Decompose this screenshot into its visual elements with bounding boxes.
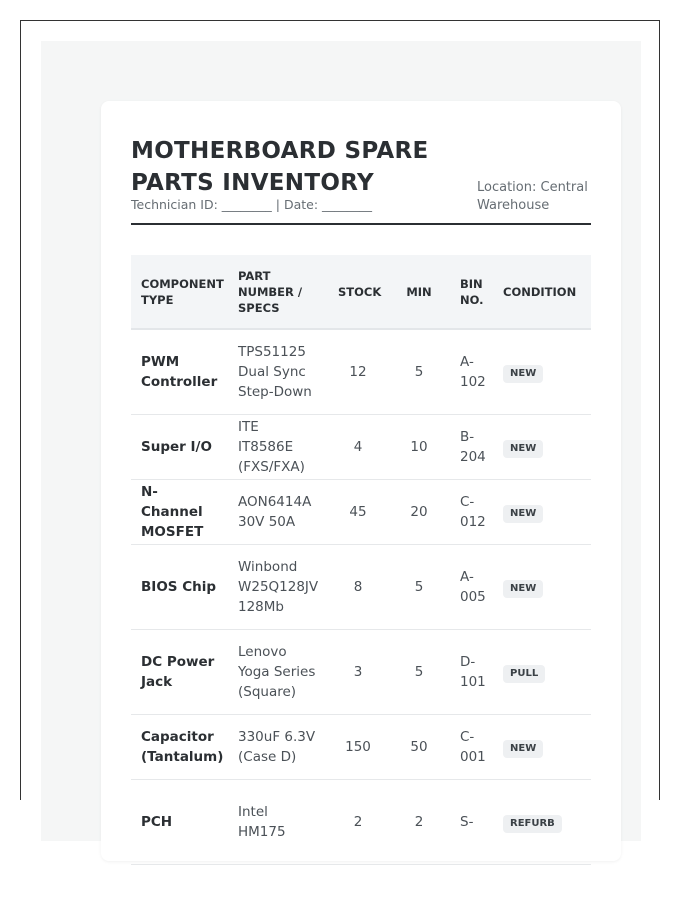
condition-badge: NEW <box>503 580 543 598</box>
cell-part-number: Intel HM175 <box>228 780 328 865</box>
cell-min: 20 <box>388 480 450 545</box>
header-stock: STOCK <box>328 255 388 329</box>
technician-date-line: Technician ID: ________ | Date: ________ <box>131 197 373 212</box>
header-bin: BIN NO. <box>450 255 493 329</box>
table-row <box>131 630 591 715</box>
table-header-row <box>131 255 591 329</box>
cell-part-number: Lenovo Yoga Series (Square) <box>228 630 328 715</box>
cell-stock: 4 <box>328 415 388 480</box>
cell-component-type: Super I/O <box>131 415 228 480</box>
cell-min: 10 <box>388 415 450 480</box>
cell-stock: 3 <box>328 630 388 715</box>
condition-badge: NEW <box>503 740 543 758</box>
cell-bin: B-204 <box>450 415 493 480</box>
cell-stock: 2 <box>328 780 388 865</box>
cell-condition <box>493 329 591 415</box>
cell-component-type: N-Channel MOSFET <box>131 480 228 545</box>
cell-bin: C-001 <box>450 715 493 780</box>
cell-bin: A-005 <box>450 545 493 630</box>
cell-part-number: ITE IT8586E (FXS/FXA) <box>228 415 328 480</box>
cell-min: 5 <box>388 329 450 415</box>
cell-component-type: BIOS Chip <box>131 545 228 630</box>
header-part-number: PART NUMBER / SPECS <box>228 255 328 329</box>
cell-component-type: DC Power Jack <box>131 630 228 715</box>
cell-bin: C-012 <box>450 480 493 545</box>
cell-stock: 12 <box>328 329 388 415</box>
cell-bin: A-102 <box>450 329 493 415</box>
cell-component-type: Capacitor (Tantalum) <box>131 715 228 780</box>
condition-badge: NEW <box>503 505 543 523</box>
cell-condition <box>493 415 591 480</box>
table-row <box>131 545 591 630</box>
cell-min: 50 <box>388 715 450 780</box>
cell-part-number: TPS51125 Dual Sync Step-Down <box>228 329 328 415</box>
cell-min: 5 <box>388 545 450 630</box>
page-backdrop <box>41 41 641 841</box>
condition-badge: REFURB <box>503 815 562 833</box>
cell-bin: S- <box>450 780 493 865</box>
header-condition: CONDITION <box>493 255 591 329</box>
condition-badge: NEW <box>503 440 543 458</box>
cell-component-type: PCH <box>131 780 228 865</box>
cell-part-number: AON6414A 30V 50A <box>228 480 328 545</box>
table-row <box>131 780 591 865</box>
cell-bin: D-101 <box>450 630 493 715</box>
cell-min: 5 <box>388 630 450 715</box>
cell-min: 2 <box>388 780 450 865</box>
cell-condition <box>493 545 591 630</box>
cell-condition <box>493 780 591 865</box>
table-row <box>131 715 591 780</box>
location-label: Location: Central Warehouse <box>477 180 588 213</box>
page-frame <box>20 20 660 840</box>
document-title: MOTHERBOARD SPARE PARTS INVENTORY <box>131 138 429 196</box>
table-row <box>131 415 591 480</box>
header-component-type: COMPONENT TYPE <box>131 255 228 329</box>
cell-part-number: Winbond W25Q128JV 128Mb <box>228 545 328 630</box>
table-row <box>131 480 591 545</box>
cell-condition <box>493 480 591 545</box>
cell-stock: 8 <box>328 545 388 630</box>
cell-component-type: PWM Controller <box>131 329 228 415</box>
inventory-card <box>101 101 621 861</box>
cell-part-number: 330uF 6.3V (Case D) <box>228 715 328 780</box>
inventory-table <box>131 255 591 865</box>
document-header <box>131 135 591 225</box>
header-min: MIN <box>388 255 450 329</box>
cell-condition <box>493 715 591 780</box>
cell-stock: 150 <box>328 715 388 780</box>
condition-badge: NEW <box>503 365 543 383</box>
cell-condition <box>493 630 591 715</box>
table-row <box>131 329 591 415</box>
condition-badge: PULL <box>503 665 545 683</box>
cell-stock: 45 <box>328 480 388 545</box>
